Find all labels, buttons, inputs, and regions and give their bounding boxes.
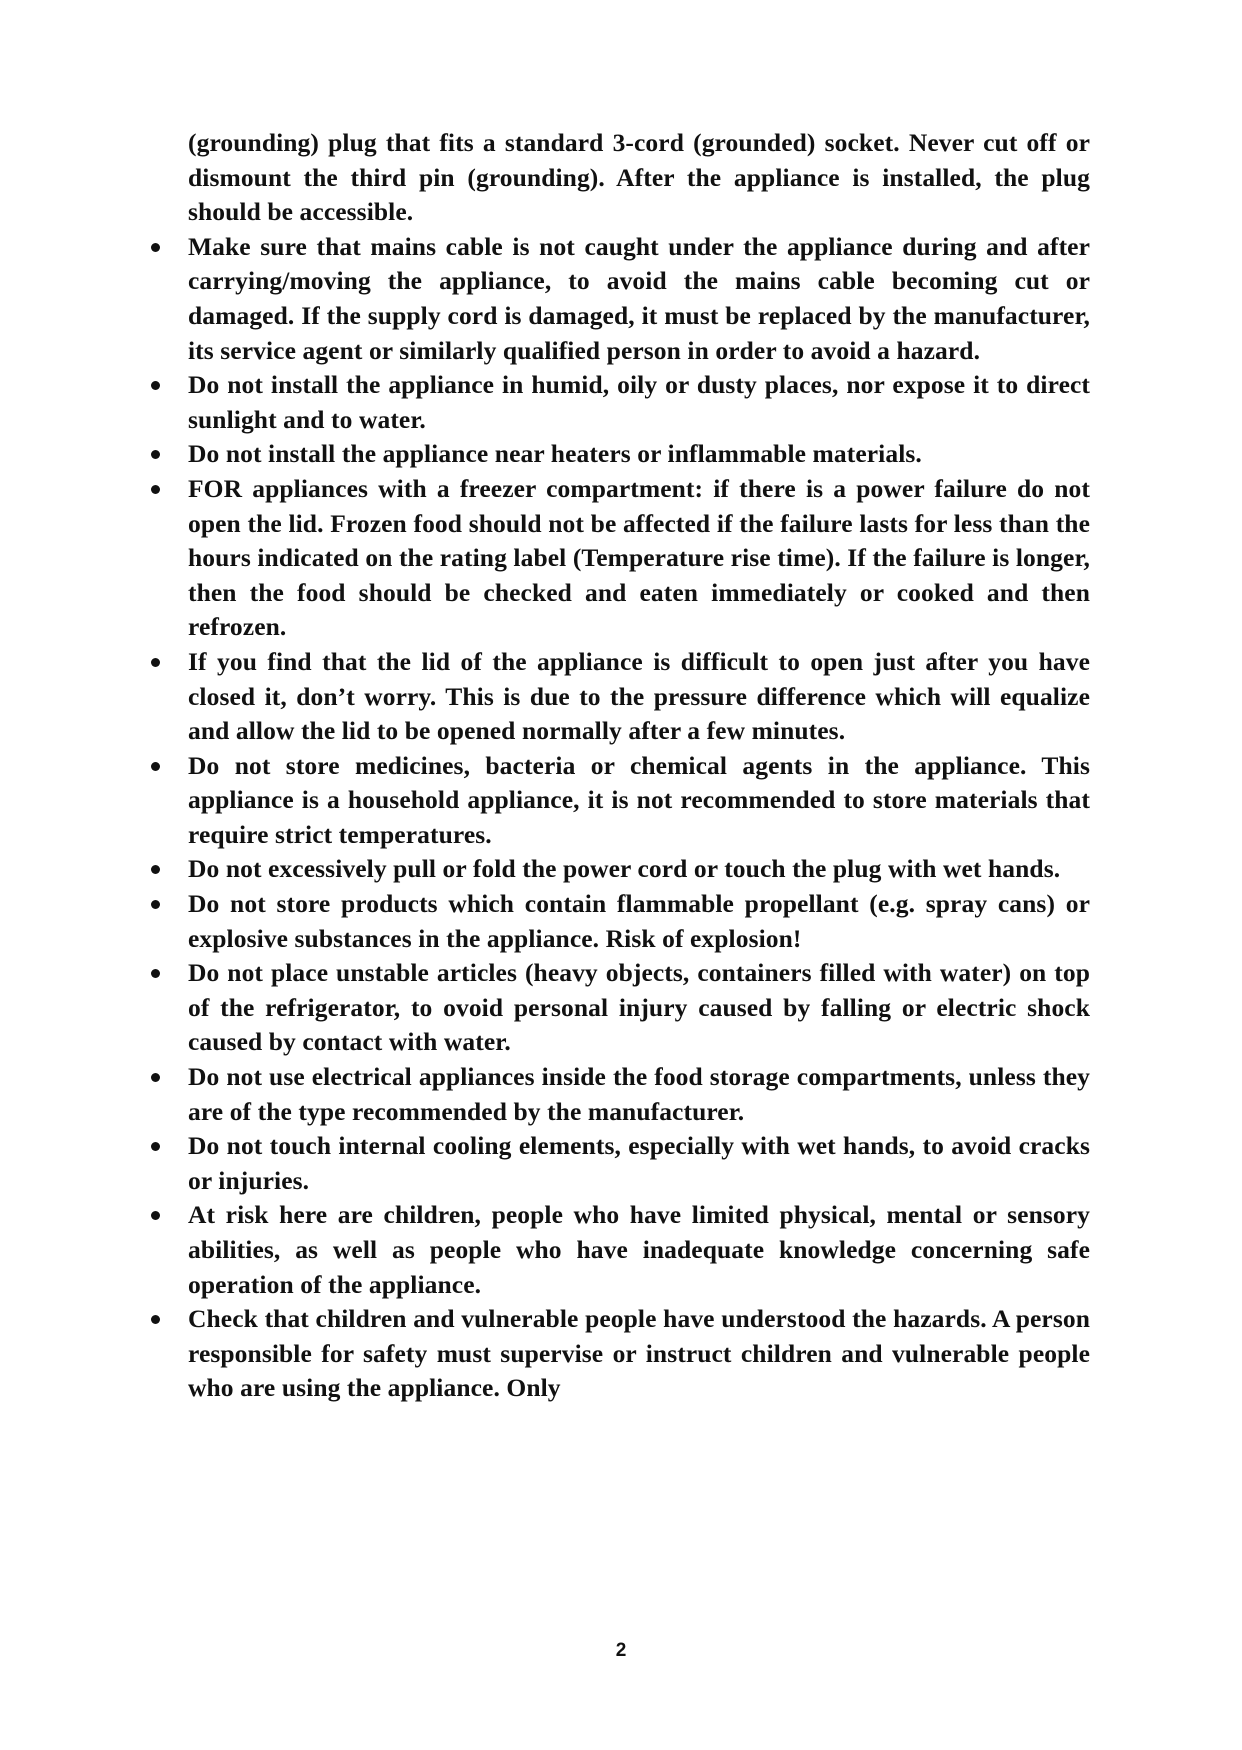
- continuation-paragraph: (grounding) plug that fits a standard 3-cord (grounded) socket. Never cut off or dismount the third pin (grounding). After the appliance is installed, the plug should be accessible.: [188, 128, 1090, 227]
- bullet-item: [188, 887, 1090, 956]
- bullet-text: Do not install the appliance near heaters or inflammable materials.: [188, 439, 922, 469]
- bullet-text: Make sure that mains cable is not caught under the appliance during and after carrying/moving the appliance, to avoid the mains cable becoming cut or damaged. If the supply cord is damaged, it must be replaced by the manufacturer, its service agent or similarly qualified person in order to avoid a hazard.: [188, 231, 1090, 365]
- bullet-dot-icon: [151, 900, 160, 909]
- bullet-text: Do not install the appliance in humid, oily or dusty places, nor expose it to direct sunlight and to water.: [188, 370, 1090, 434]
- bullet-text: Do not store products which contain flammable propellant (e.g. spray cans) or explosive substances in the appliance. Risk of explosion!: [188, 889, 1090, 953]
- bullet-item: [188, 368, 1090, 437]
- bullet-item: [188, 437, 1090, 472]
- bullet-dot-icon: [151, 485, 160, 494]
- bullet-dot-icon: [151, 1142, 160, 1151]
- bullet-text: Do not place unstable articles (heavy objects, containers filled with water) on top of the refrigerator, to ovoid personal injury caused by falling or electric shock caused by contact with water.: [188, 958, 1090, 1057]
- bullet-item: [188, 852, 1090, 887]
- bullet-text: Do not excessively pull or fold the power cord or touch the plug with wet hands.: [188, 854, 1061, 884]
- bullet-text: FOR appliances with a freezer compartment: if there is a power failure do not open the lid. Frozen food should not be affected if the failure lasts for less than the hours indicated on the rating label (Temperature rise time). If the failure is longer, then the food should be checked and eaten immediately or cooked and then refrozen.: [188, 473, 1090, 642]
- bullet-dot-icon: [151, 658, 160, 667]
- page-body: [188, 126, 1090, 1406]
- safety-bullet-list: [188, 230, 1090, 1406]
- bullet-text: If you find that the lid of the appliance is difficult to open just after you have closed it, don’t worry. This is due to the pressure difference which will equalize and allow the lid to be opened normally after a few minutes.: [188, 646, 1090, 746]
- bullet-item: [188, 472, 1090, 645]
- bullet-dot-icon: [151, 969, 160, 978]
- bullet-dot-icon: [151, 381, 160, 390]
- bullet-item: [188, 1198, 1090, 1302]
- bullet-dot-icon: [151, 1073, 160, 1082]
- bullet-item: [188, 956, 1090, 1060]
- bullet-item: [188, 749, 1090, 853]
- bullet-dot-icon: [151, 243, 160, 252]
- bullet-text: Do not touch internal cooling elements, especially with wet hands, to avoid cracks or injuries.: [188, 1131, 1090, 1195]
- page-number: 2: [615, 1640, 627, 1661]
- bullet-text: Check that children and vulnerable people have understood the hazards. A person responsible for safety must supervise or instruct children and vulnerable people who are using the appliance. Only: [188, 1304, 1090, 1403]
- bullet-dot-icon: [151, 1211, 160, 1220]
- bullet-dot-icon: [151, 762, 160, 771]
- bullet-dot-icon: [151, 450, 160, 459]
- bullet-item: [188, 645, 1090, 749]
- bullet-text: Do not use electrical appliances inside the food storage compartments, unless they are of the type recommended by the manufacturer.: [188, 1062, 1090, 1126]
- bullet-dot-icon: [151, 1315, 160, 1324]
- bullet-item: [188, 230, 1090, 368]
- bullet-item: [188, 1302, 1090, 1406]
- bullet-item: [188, 1129, 1090, 1198]
- bullet-item: [188, 1060, 1090, 1129]
- bullet-text: At risk here are children, people who have limited physical, mental or sensory abilities, as well as people who have inadequate knowledge concerning safe operation of the appliance.: [188, 1200, 1090, 1299]
- bullet-dot-icon: [151, 865, 160, 874]
- bullet-text: Do not store medicines, bacteria or chemical agents in the appliance. This appliance is a household appliance, it is not recommended to store materials that require strict temperatures.: [188, 750, 1090, 849]
